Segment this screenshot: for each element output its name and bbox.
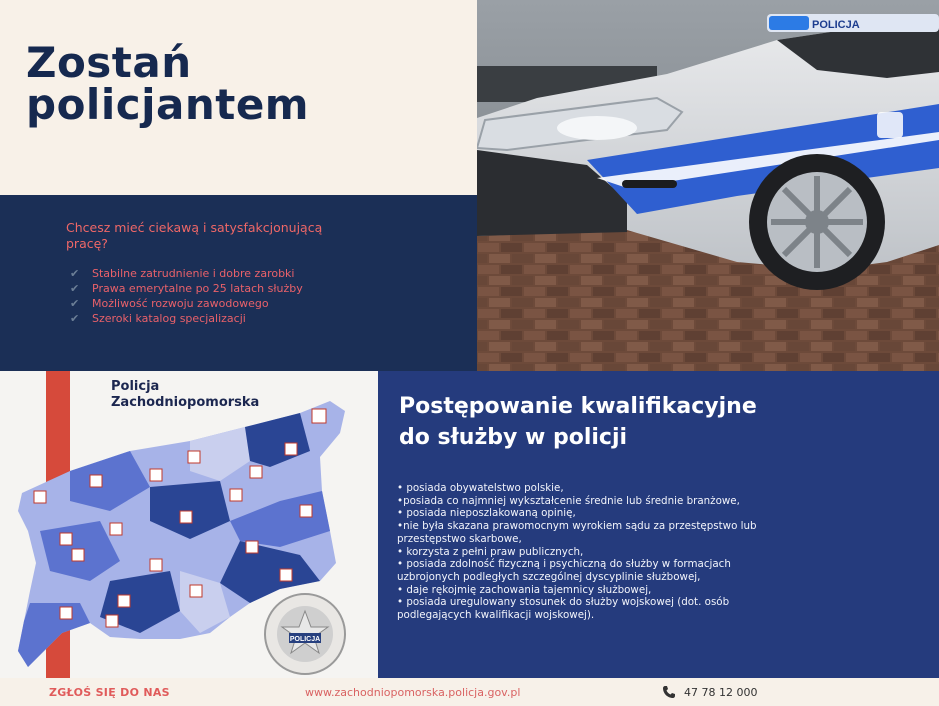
requirement-line: przestępstwo skarbowe, bbox=[397, 532, 522, 545]
benefit-item bbox=[70, 311, 303, 326]
region-map bbox=[0, 371, 378, 678]
requirement-line: uzbrojonych podległych szczególnej dyscyplinie służbowej, bbox=[397, 570, 701, 583]
quals-title-line1: Postępowanie kwalifikacyjne bbox=[399, 394, 757, 419]
benefit-label: Prawa emerytalne po 25 latach służby bbox=[92, 282, 303, 295]
quals-title-line2: do służby w policji bbox=[399, 425, 628, 450]
hero-section bbox=[0, 0, 477, 195]
requirement-line: • posiada zdolność fizyczną i psychiczną do służby w formacjach bbox=[397, 558, 731, 571]
benefit-item bbox=[70, 266, 303, 281]
benefits-list bbox=[70, 266, 303, 326]
lightbar-text: POLICJA bbox=[812, 19, 860, 31]
benefit-label: Szeroki katalog specjalizacji bbox=[92, 312, 246, 325]
benefits-question: Chcesz mieć ciekawą i satysfakcjonującą pracę? bbox=[66, 220, 323, 251]
map-brand-line1: Policja bbox=[111, 379, 160, 394]
requirement-line: podlegających kwalifikacji wojskowej). bbox=[397, 609, 595, 622]
requirement-line: • posiada uregulowany stosunek do służby wojskowej (dot. osób bbox=[397, 596, 730, 609]
check-icon: ✔ bbox=[70, 312, 80, 325]
map-brand bbox=[111, 379, 259, 411]
hero-title-line2: policjantem bbox=[26, 80, 310, 129]
map-brand-line2: Zachodniopomorska bbox=[111, 395, 260, 410]
requirements-list bbox=[397, 482, 917, 622]
requirement-line: • posiada obywatelstwo polskie, bbox=[397, 482, 564, 494]
phone-number: 47 78 12 000 bbox=[684, 685, 758, 699]
benefit-label: Stabilne zatrudnienie i dobre zarobki bbox=[92, 267, 295, 280]
requirement-line: • posiada nieposzlakowaną opinię, bbox=[397, 507, 576, 520]
requirement-line: •posiada co najmniej wykształcenie średnie lub średnie branżowe, bbox=[397, 494, 740, 507]
police-car-photo bbox=[477, 0, 939, 371]
benefit-item bbox=[70, 281, 303, 296]
map-illustration bbox=[0, 371, 378, 678]
benefits-panel bbox=[0, 195, 477, 371]
website-link[interactable]: www.zachodniopomorska.policja.gov.pl bbox=[305, 686, 521, 699]
phone-icon bbox=[662, 685, 676, 699]
phone-contact[interactable] bbox=[662, 685, 757, 699]
requirement-line: • daje rękojmię zachowania tajemnicy służbowej, bbox=[397, 583, 652, 596]
check-icon: ✔ bbox=[70, 297, 80, 310]
emblem-text: POLICJA bbox=[289, 636, 321, 643]
quals-title bbox=[399, 391, 919, 453]
requirement-line: •nie była skazana prawomocnym wyrokiem sądu za przestępstwo lub bbox=[397, 520, 757, 533]
check-icon: ✔ bbox=[70, 282, 80, 295]
hero-title-line1: Zostań bbox=[26, 38, 192, 87]
qualification-panel bbox=[378, 371, 939, 678]
cta-text: ZGŁOŚ SIĘ DO NAS bbox=[49, 686, 170, 699]
benefit-item bbox=[70, 296, 303, 311]
police-car-illustration bbox=[477, 0, 939, 371]
check-icon: ✔ bbox=[70, 267, 80, 280]
hero-title bbox=[26, 38, 310, 129]
benefit-label: Możliwość rozwoju zawodowego bbox=[92, 297, 269, 310]
footer bbox=[0, 678, 939, 706]
requirement-line: • korzysta z pełni praw publicznych, bbox=[397, 545, 584, 558]
